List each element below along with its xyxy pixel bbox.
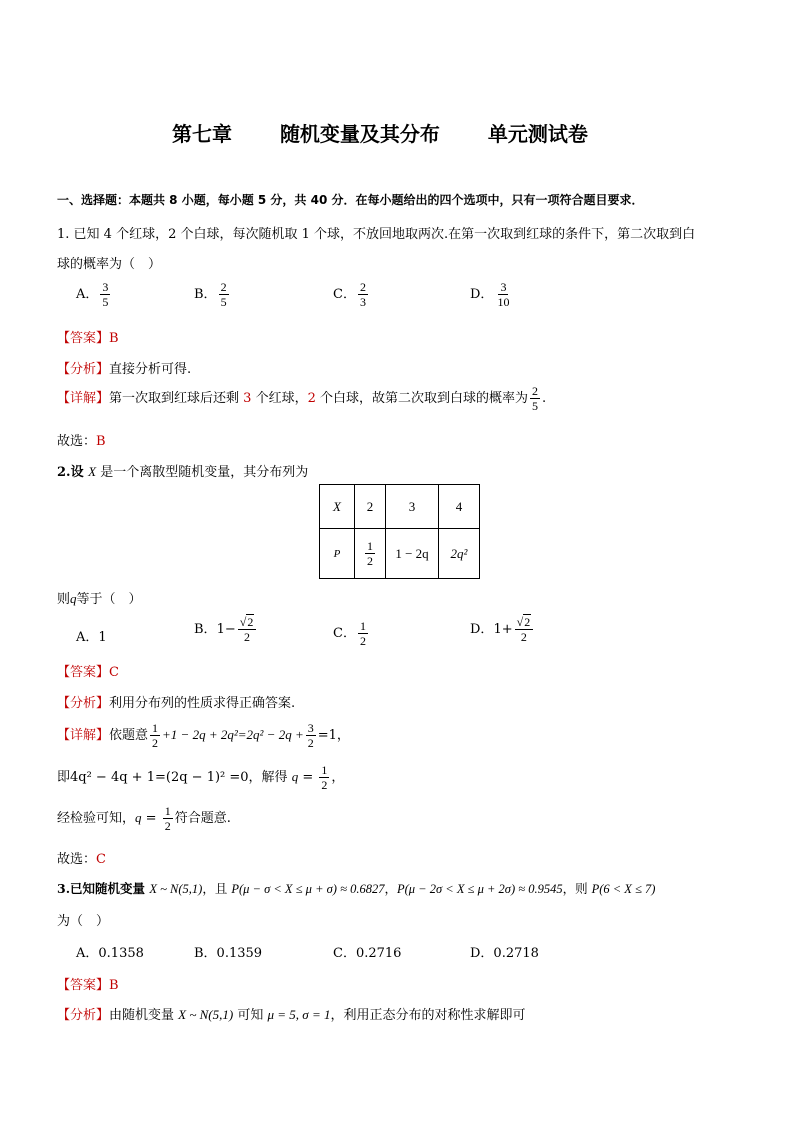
distribution-table (319, 484, 480, 579)
title-chapter: 第七章 (172, 122, 232, 146)
table-cell: 4 (439, 485, 480, 529)
q2-option-b: B．1− $\frac{√2}{2}$ (194, 616, 258, 643)
table-cell: 2q² (439, 529, 480, 579)
q1-option-a: A． $\frac{3}{5}$ (76, 280, 109, 309)
q3-stem-line1: 3.已知随机变量 X ~ N(5,1)，且 P(μ − σ < X ≤ μ + σ) ≈ 0.6827，P(μ − 2σ < X ≤ μ + 2σ) ≈ 0.9545，则 P(6 < X ≤ 7) (57, 881, 656, 896)
q3-option-b: B．0.1359 (194, 946, 263, 961)
q1-option-c: C． $\frac{2}{3}$ (333, 280, 366, 309)
table-cell: 3 (386, 485, 439, 529)
q1-choose: 故选：B (57, 434, 106, 449)
title-kind: 单元测试卷 (487, 122, 588, 146)
q2-stem: 2.设 X 是一个离散型随机变量，其分布列为 (57, 464, 309, 480)
q3-answer: 【答案】B (57, 978, 119, 993)
table-cell: $\frac{1}{2}$ (355, 529, 386, 579)
table-cell: 2 (355, 485, 386, 529)
q2-answer: 【答案】C (57, 665, 119, 680)
q2-analysis: 【分析】利用分布列的性质求得正确答案. (57, 696, 296, 711)
q1-answer: 【答案】B (57, 331, 119, 346)
q2-detail-line3: 经检验可知，q = $\frac{1}{2}$ 符合题意. (57, 804, 231, 833)
q2-option-a: A．1 (76, 630, 107, 645)
q1-stem-line1: 1. 已知 4 个红球，2 个白球，每次随机取 1 个球，不放回地取两次.在第一次取到红球的条件下，第二次取到白 (57, 227, 696, 242)
q2-detail-line1: 【详解】依题意 $\frac{1}{2}$ +1 − 2q + 2q²=2q² − 2q + $\frac{3}{2}$ =1， (57, 721, 350, 750)
q3-option-d: D．0.2718 (470, 946, 539, 961)
q2-option-c: C． $\frac{1}{2}$ (333, 619, 366, 648)
q3-stem-line2: 为（ ） (57, 914, 110, 929)
q2-option-d: D．1+ $\frac{√2}{2}$ (470, 616, 535, 643)
q1-option-d: D． $\frac{3}{10}$ (470, 280, 510, 309)
q1-stem-line2: 球的概率为（ ） (57, 257, 162, 272)
table-cell-p: P (320, 529, 355, 579)
q2-choose: 故选：C (57, 852, 106, 867)
q2-detail-line2: 即4q² − 4q + 1=(2q − 1)² =0，解得 q = $\frac{1}{2}$ ， (57, 763, 345, 792)
table-cell-x: X (320, 485, 355, 529)
table-cell: 1 − 2q (386, 529, 439, 579)
page-title (172, 118, 588, 147)
title-topic: 随机变量及其分布 (279, 122, 440, 146)
q3-analysis: 【分析】由随机变量 X ~ N(5,1) 可知 μ = 5, σ = 1，利用正态分布的对称性求解即可 (57, 1007, 526, 1023)
section-header: 一、选择题：本题共 8 小题，每小题 5 分，共 40 分．在每小题给出的四个选项中，只有一项符合题目要求． (57, 193, 644, 207)
q2-ask: 则q等于（ ） (57, 591, 142, 607)
q3-option-c: C．0.2716 (333, 946, 402, 961)
q3-option-a: A．0.1358 (76, 946, 144, 961)
q1-detail: 【详解】第一次取到红球后还剩 3 个红球，2 个白球，故第二次取到白球的概率为 $\frac{2}{5}$ . (57, 384, 547, 413)
q1-option-b: B． $\frac{2}{5}$ (194, 280, 227, 309)
q1-analysis: 【分析】直接分析可得. (57, 362, 192, 377)
